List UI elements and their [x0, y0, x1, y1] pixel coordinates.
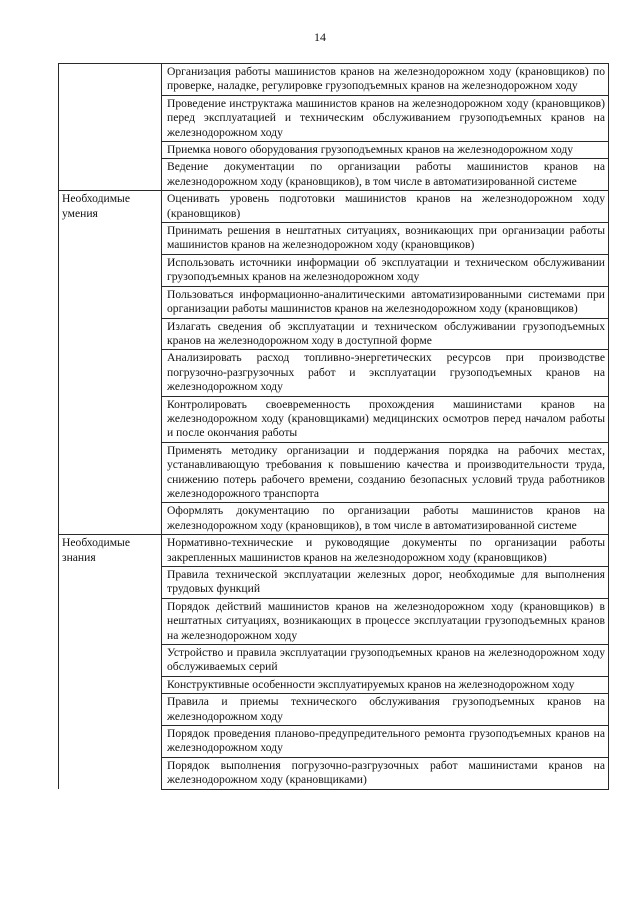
requirement-item: Принимать решения в нештатных ситуациях, возникающих при организации работы машинистов кранов на железнодорожном ходу (крановщиков) [162, 223, 609, 255]
requirement-item: Правила технической эксплуатации железных дорог, необходимые для выполнения трудовых функций [162, 567, 609, 599]
section-label-empty [59, 726, 162, 758]
requirement-item: Порядок проведения планово-предупредительного ремонта грузоподъемных кранов на железнодорожном ходу [162, 726, 609, 758]
table-row [59, 318, 609, 350]
requirement-item: Излагать сведения об эксплуатации и техническом обслуживании грузоподъемных кранов на железнодорожном ходу в доступной форме [162, 318, 609, 350]
table-row [59, 535, 609, 567]
table-row [59, 95, 609, 141]
requirement-item: Пользоваться информационно-аналитическими автоматизированными системами при организации работы машинистов кранов на железнодорожном ходу (крановщиков) [162, 286, 609, 318]
requirements-table-body [59, 64, 609, 790]
requirement-item: Устройство и правила эксплуатации грузоподъемных кранов на железнодорожном ходу обслуживаемых серий [162, 645, 609, 677]
table-row [59, 350, 609, 396]
table-row [59, 598, 609, 644]
table-row [59, 286, 609, 318]
section-label-empty [59, 396, 162, 442]
table-row [59, 645, 609, 677]
requirement-item: Оформлять документацию по организации работы машинистов кранов на железнодорожном ходу (крановщиков), в том числе в автоматизированной системе [162, 503, 609, 535]
section-label-empty [59, 254, 162, 286]
table-row [59, 64, 609, 96]
requirement-item: Приемка нового оборудования грузоподъемных кранов на железнодорожном ходу [162, 142, 609, 159]
requirement-item: Конструктивные особенности эксплуатируемых кранов на железнодорожном ходу [162, 676, 609, 693]
table-row [59, 442, 609, 503]
requirement-item: Оценивать уровень подготовки машинистов кранов на железнодорожном ходу (крановщиков) [162, 191, 609, 223]
requirement-item: Контролировать своевременность прохождения машинистами кранов на железнодорожном ходу (крановщиками) медицинских осмотров перед началом работы и после окончания работы [162, 396, 609, 442]
section-label-empty [59, 598, 162, 644]
section-label-empty [59, 442, 162, 503]
table-row [59, 396, 609, 442]
page-number: 14 [314, 30, 326, 44]
requirement-item: Проведение инструктажа машинистов кранов на железнодорожном ходу (крановщиков) перед эксплуатацией и техническим обслуживанием грузоподъемных кранов на железнодорожном ходу [162, 95, 609, 141]
requirement-item: Ведение документации по организации работы машинистов кранов на железнодорожном ходу (крановщиков), в том числе в автоматизированной системе [162, 159, 609, 191]
requirement-item: Правила и приемы технического обслуживания грузоподъемных кранов на железнодорожном ходу [162, 694, 609, 726]
requirement-item: Нормативно-технические и руководящие документы по организации работы закрепленных машинистов кранов на железнодорожном ходу (крановщиков) [162, 535, 609, 567]
table-row [59, 142, 609, 159]
table-row [59, 254, 609, 286]
table-row [59, 159, 609, 191]
requirement-item: Анализировать расход топливно-энергетических ресурсов при производстве погрузочно-разгрузочных работ и эксплуатации грузоподъемных кранов на железнодорожном ходу [162, 350, 609, 396]
section-label-empty [59, 645, 162, 677]
section-label-empty [59, 757, 162, 789]
table-row [59, 694, 609, 726]
section-label [59, 64, 162, 96]
section-label-empty [59, 350, 162, 396]
requirement-item: Использовать источники информации об эксплуатации и техническом обслуживании грузоподъемных кранов на железнодорожном ходу [162, 254, 609, 286]
section-label: Необходимые умения [59, 191, 162, 223]
section-label-empty [59, 223, 162, 255]
table-row [59, 726, 609, 758]
section-label-empty [59, 142, 162, 159]
requirements-table [58, 63, 609, 790]
requirement-item: Применять методику организации и поддержания порядка на рабочих местах, устанавливающую требования к повышению качества и производительности труда, снижению потерь рабочего времени, созданию безопасных условий труда работников железнодорожного транспорта [162, 442, 609, 503]
requirement-item: Организация работы машинистов кранов на железнодорожном ходу (крановщиков) по проверке, наладке, регулировке грузоподъемных кранов на железнодорожном ходу [162, 64, 609, 96]
section-label: Необходимые знания [59, 535, 162, 567]
section-label-empty [59, 567, 162, 599]
requirement-item: Порядок действий машинистов кранов на железнодорожном ходу (крановщиков) в нештатных ситуациях, возникающих в процессе эксплуатации грузоподъемных кранов на железнодорожном ходу [162, 598, 609, 644]
table-row [59, 757, 609, 789]
section-label-empty [59, 318, 162, 350]
section-label-empty [59, 286, 162, 318]
table-row [59, 676, 609, 693]
table-row [59, 223, 609, 255]
table-row [59, 503, 609, 535]
section-label-empty [59, 503, 162, 535]
section-label-empty [59, 159, 162, 191]
section-label-empty [59, 694, 162, 726]
requirement-item: Порядок выполнения погрузочно-разгрузочных работ машинистами кранов на железнодорожном ходу (крановщиками) [162, 757, 609, 789]
table-row [59, 191, 609, 223]
table-row [59, 567, 609, 599]
section-label-empty [59, 676, 162, 693]
section-label-empty [59, 95, 162, 141]
